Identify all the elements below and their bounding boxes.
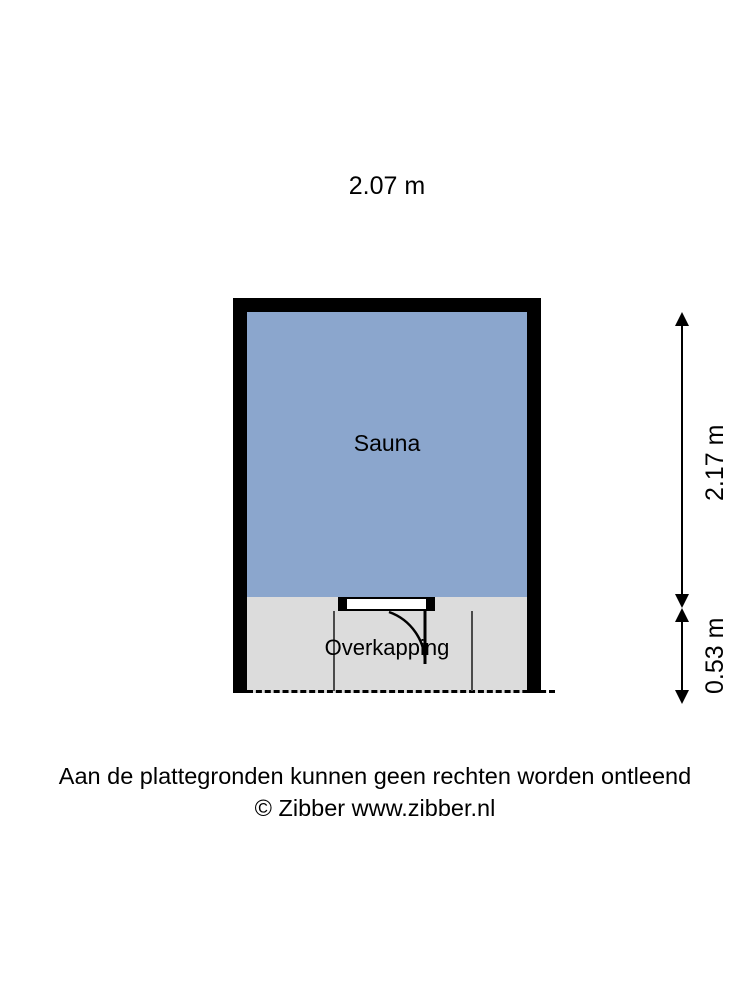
dimension-right-lower-label: 0.53 m — [699, 614, 732, 698]
room-label-sauna: Sauna — [353, 430, 421, 456]
dimension-right-upper-label: 2.17 m — [699, 421, 732, 505]
dimension-top-width — [250, 170, 524, 210]
footer-copyright: © Zibber www.zibber.nl — [254, 795, 496, 821]
dimension-right-group — [655, 300, 729, 700]
footer — [0, 760, 750, 824]
dimension-line — [681, 618, 683, 690]
dimension-line — [681, 322, 683, 594]
arrow-down-icon — [675, 690, 689, 704]
floor-plan — [233, 298, 541, 693]
room-label-overkapping: Overkapping — [324, 635, 450, 660]
dashed-boundary-line — [247, 690, 555, 693]
footer-disclaimer: Aan de plattegronden kunnen geen rechten worden ontleend — [58, 763, 692, 789]
dimension-top-label: 2.07 m — [250, 170, 524, 204]
arrow-down-icon — [675, 594, 689, 608]
